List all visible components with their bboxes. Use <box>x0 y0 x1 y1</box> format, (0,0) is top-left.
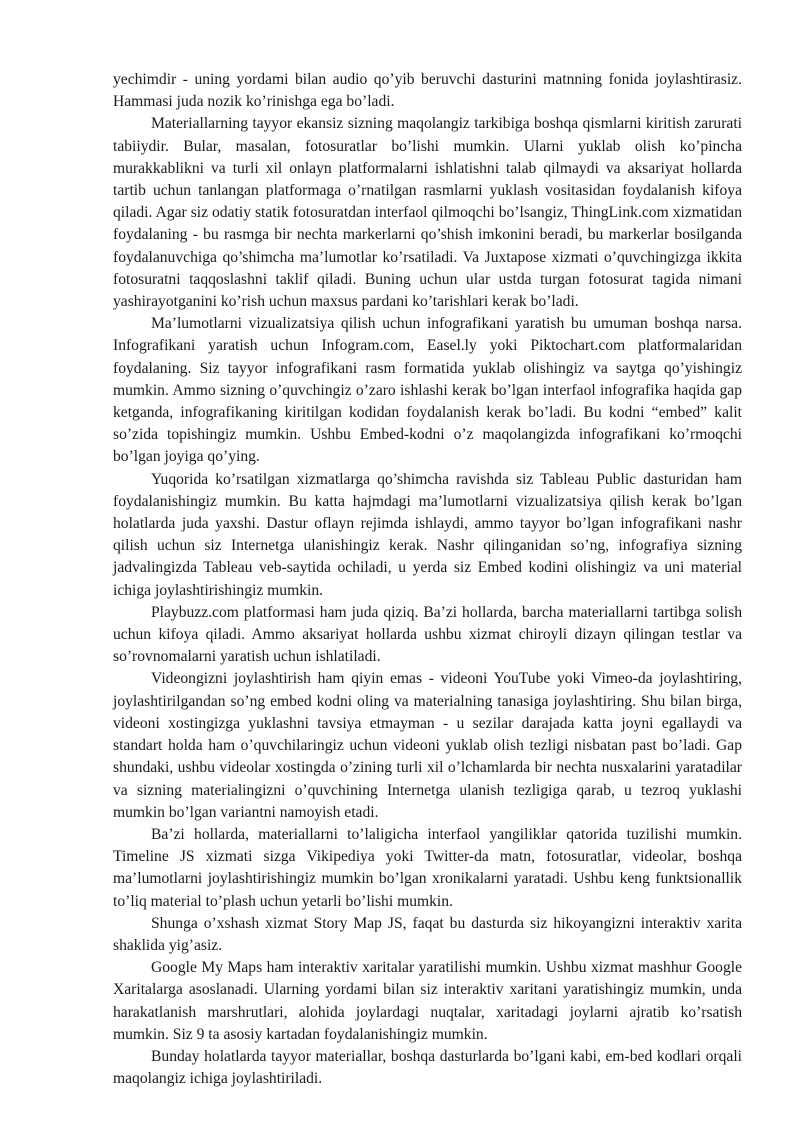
paragraph-video: Videongizni joylashtirish ham qiyin emas - videoni YouTube yoki Vimeo-da joylashtiring, joylashtirilgandan so’ng embed kodni oling va materialning tanasiga joylashtiring. Shu bilan birga, videoni xostingizga yuklashni tavsiya etmayman - u sezilar darajada katta joyni egallaydi va standart holda ham o’quvchilaringiz uchun videoni yuklab olish tezligi nisbatan past bo’ladi. Gap shundaki, ushbu videolar xostingda o’zining turli xil o’lchamlarda bir nechta nusxalarini yaratadilar va sizning materialingizni o’quvchining Internetga ulanish tezligiga qarab, u tezroq yuklashi mumkin bo’lgan variantni namoyish etadi. <box>113 670 742 821</box>
paragraph-mymaps: Google My Maps ham interaktiv xaritalar yaratilishi mumkin. Ushbu xizmat mashhur Google Xaritalarga asoslanadi. Ularning yordami bilan siz interaktiv xaritani yaratishingiz mumkin, unda harakatlanish marshrutlari, alohida joylardagi nuqtalar, xaritadagi joylarni ajratib ko’rsatish mumkin. Siz 9 ta asosiy kartadan foydalanishingiz mumkin. <box>113 959 742 1043</box>
document-page <box>113 69 742 1090</box>
paragraph-embed: Bunday holatlarda tayyor materiallar, boshqa dasturlarda bo’lgani kabi, em-bed kodlari orqali maqolangiz ichiga joylashtiriladi. <box>113 1047 742 1088</box>
paragraph-infographics: Ma’lumotlarni vizualizatsiya qilish uchun infografikani yaratish bu umuman boshqa narsa. Infografikani yaratish uchun Infogram.com, Easel.ly yoki Piktochart.com platformalaridan foydalaning. Siz tayyor infografikani rasm formatida yuklab olishingiz va saytga qo’yishingiz mumkin. Ammo sizning o’quvchingiz o’zaro ishlashi kerak bo’lgan interfaol infografika haqida gap ketganda, infografikaning kiritilgan kodidan foydalanish kerak bo’ladi. Bu kodni “embed” kalit so’zida topishingiz mumkin. Ushbu Embed-kodni o’z maqolangizda infografikani ko’rmoqchi bo’lgan joyiga qo’ying. <box>113 315 742 466</box>
paragraph-storymap: Shunga o’xshash xizmat Story Map JS, faqat bu dasturda siz hikoyangizni interaktiv xarita shaklida yig’asiz. <box>113 914 742 954</box>
paragraph-timeline: Ba’zi hollarda, materiallarni to’laligicha interfaol yangiliklar qatorida tuzilishi mumkin. Timeline JS xizmati sizga Vikipediya yoki Twitter-da matn, fotosuratlar, videolar, boshqa ma’lumotlarni joylashtirishingiz mumkin bo’lgan xronikalarni yaratadi. Ushbu keng funktsionallik to’liq material to’plash uchun yetarli bo’lishi mumkin. <box>113 825 742 910</box>
paragraph-playbuzz: Playbuzz.com platformasi ham juda qiziq. Ba’zi hollarda, barcha materiallarni tartibga solish uchun kifoya qiladi. Ammo aksariyat hollarda ushbu xizmat chiroyli dizayn qilingan testlar va so’rovnomalarni yaratish uchun ishlatiladi. <box>113 603 742 666</box>
paragraph-continuation: yechimdir - uning yordami bilan audio qo’yib beruvchi dasturini matnning fonida joylashtirasiz. Hammasi juda nozik ko’rinishga ega bo’ladi. <box>113 71 742 111</box>
paragraph-tableau: Yuqorida ko’rsatilgan xizmatlarga qo’shimcha ravishda siz Tableau Public dasturidan ham foydalanishingiz mumkin. Bu katta hajmdagi ma’lumotlarni vizualizatsiya qilish kerak bo’lgan holatlarda juda yaxshi. Dastur oflayn rejimda ishlaydi, ammo tayyor bo’lgan infografikani nashr qilish uchun siz Internetga ulanishingiz kerak. Nashr qilinganidan so’ng, infografiya sizning jadvalingizda Tableau veb-saytida ochiladi, u yerda siz Embed kodini olishingiz va uni material ichiga joylashtirishingiz mumkin. <box>113 470 742 599</box>
paragraph-photos: Materiallarning tayyor ekansiz sizning maqolangiz tarkibiga boshqa qismlarni kiritish zarurati tabiiydir. Bular, masalan, fotosuratlar bo’lishi mumkin. Ularni yuklab olish ko’pincha murakkablikni va turli xil onlayn platformalarni ishlatishni talab qilmaydi va aksariyat hollarda tartib uchun tanlangan platformaga o’rnatilgan rasmlarni yuklash vositasidan foydalanish kifoya qiladi. Agar siz odatiy statik fotosuratdan interfaol qilmoqchi bo’lsangiz, ThingLink.com xizmatidan foydalaning - bu rasmga bir nechta markerlarni qo’shish imkonini beradi, bu markerlar bosilganda foydalanuvchiga qo’shimcha ma’lumotlar ko’rsatiladi. Va Juxtapose xizmati o’quvchingizga ikkita fotosuratni taqqoslashni taklif qiladi. Buning uchun ular ustda turgan fotosurat tagida nimani yashirayotganini ko’rish uchun maxsus pardani ko’tarishlari kerak bo’ladi. <box>113 115 742 311</box>
